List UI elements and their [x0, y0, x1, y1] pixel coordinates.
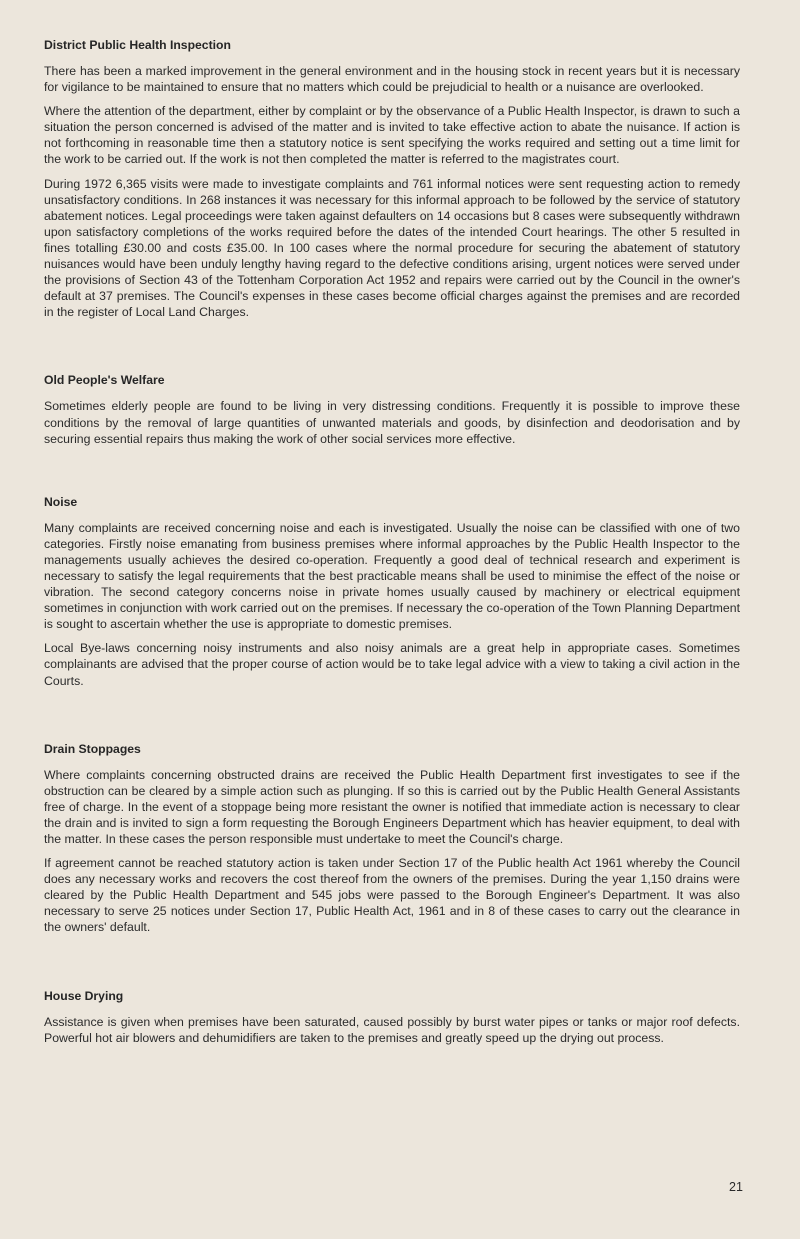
document-page	[44, 38, 740, 1054]
section-drain-stoppages	[44, 742, 740, 936]
section-house-drying	[44, 989, 740, 1046]
paragraph: Local Bye-laws concerning noisy instruments and also noisy animals are a great help in appropriate cases. Sometimes complainants are advised that the proper course of action would be to take legal advice with a view to taking a civil action in the Courts.	[44, 641, 740, 688]
section-noise	[44, 495, 740, 689]
paragraph: Sometimes elderly people are found to be living in very distressing conditions. Frequently it is possible to improve these conditions by the removal of large quantities of unwanted materials and goods, by disinfection and deodorisation and by securing essential repairs thus making the work of other social services more effective.	[44, 399, 740, 446]
section-heading: District Public Health Inspection	[44, 38, 231, 52]
section-spacer	[44, 944, 740, 989]
section-spacer	[44, 328, 740, 373]
section-old-peoples-welfare	[44, 373, 740, 446]
section-heading: House Drying	[44, 988, 124, 1003]
section-heading: Drain Stoppages	[44, 741, 141, 756]
section-spacer	[44, 455, 740, 495]
section-district-public-health-inspection	[44, 38, 740, 320]
section-heading: Noise	[44, 494, 78, 509]
section-spacer	[44, 697, 740, 742]
paragraph: If agreement cannot be reached statutory action is taken under Section 17 of the Public health Act 1961 whereby the Council does any necessary works and recovers the cost thereof from the owners of the premises. During the year 1,150 drains were cleared by the Public Health Department and 545 jobs were passed to the Borough Engineer's Department. It was also necessary to serve 25 notices under Section 17, Public Health Act, 1961 and in 8 of these cases to carry out the clearance in the owners' default.	[44, 856, 740, 935]
page-number: 21	[729, 1180, 743, 1194]
paragraph: Where the attention of the department, either by complaint or by the observance of a Public Health Inspector, is drawn to such a situation the person concerned is advised of the matter and is invited to take effective action to abate the nuisance. If action is not forthcoming in reasonable time then a statutory notice is sent specifying the works required and setting out a time limit for the work to be carried out. If the work is not then completed the matter is referred to the magistrates court.	[44, 104, 740, 167]
paragraph: Assistance is given when premises have been saturated, caused possibly by burst water pipes or tanks or major roof defects. Powerful hot air blowers and dehumidifiers are taken to the premises and greatly speed up the drying out process.	[44, 1014, 740, 1045]
paragraph: Many complaints are received concerning noise and each is investigated. Usually the noise can be classified with one of two categories. Firstly noise emanating from business premises where informal approaches by the Public Health Inspector to the managements usually achieves the desired co-operation. Frequently a good deal of technical research and experiment is necessary to satisfy the legal requirements that the best practicable means shall be used to minimise the effect of the noise or vibration. The second category concerns noise in private homes usually caused by machinery or electrical equipment sometimes in conjunction with work carried out on the premises. If necessary the co-operation of the Town Planning Department is sought to ascertain whether the use is appropriate to domestic premises.	[44, 520, 740, 632]
paragraph: During 1972 6,365 visits were made to investigate complaints and 761 informal notices were sent requesting action to remedy unsatisfactory conditions. In 268 instances it was necessary for this informal approach to be followed by the service of statutory abatement notices. Legal proceedings were taken against defaulters on 14 occasions but 8 cases were subsequently withdrawn upon satisfactory completions of the works required before the dates of the intended Court hearings. The other 5 resulted in fines totalling £30.00 and costs £35.00. In 100 cases where the normal procedure for securing the abatement of statutory nuisances would have been unduly lengthy having regard to the defective conditions arising, urgent notices were served under the provisions of Section 43 of the Tottenham Corporation Act 1952 and repairs were carried out by the Council in the owner's default at 37 premises. The Council's expenses in these cases become official charges against the premises and are recorded in the register of Local Land Charges.	[44, 176, 740, 320]
section-heading: Old People's Welfare	[44, 373, 165, 388]
paragraph: There has been a marked improvement in the general environment and in the housing stock in recent years but it is necessary for vigilance to be maintained to ensure that no matters which could be prejudicial to health or a nuisance are overlooked.	[44, 64, 740, 95]
paragraph: Where complaints concerning obstructed drains are received the Public Health Department first investigates to see if the obstruction can be cleared by a simple action such as plunging. If so this is carried out by the Public Health General Assistants free of charge. In the event of a stoppage being more resistant the owner is notified that immediate action is necessary to clear the drain and is invited to sign a form requesting the Borough Engineers Department which has heavier equipment, to deal with the matter. In these cases the person responsible must undertake to meet the Council's charge.	[44, 767, 740, 846]
